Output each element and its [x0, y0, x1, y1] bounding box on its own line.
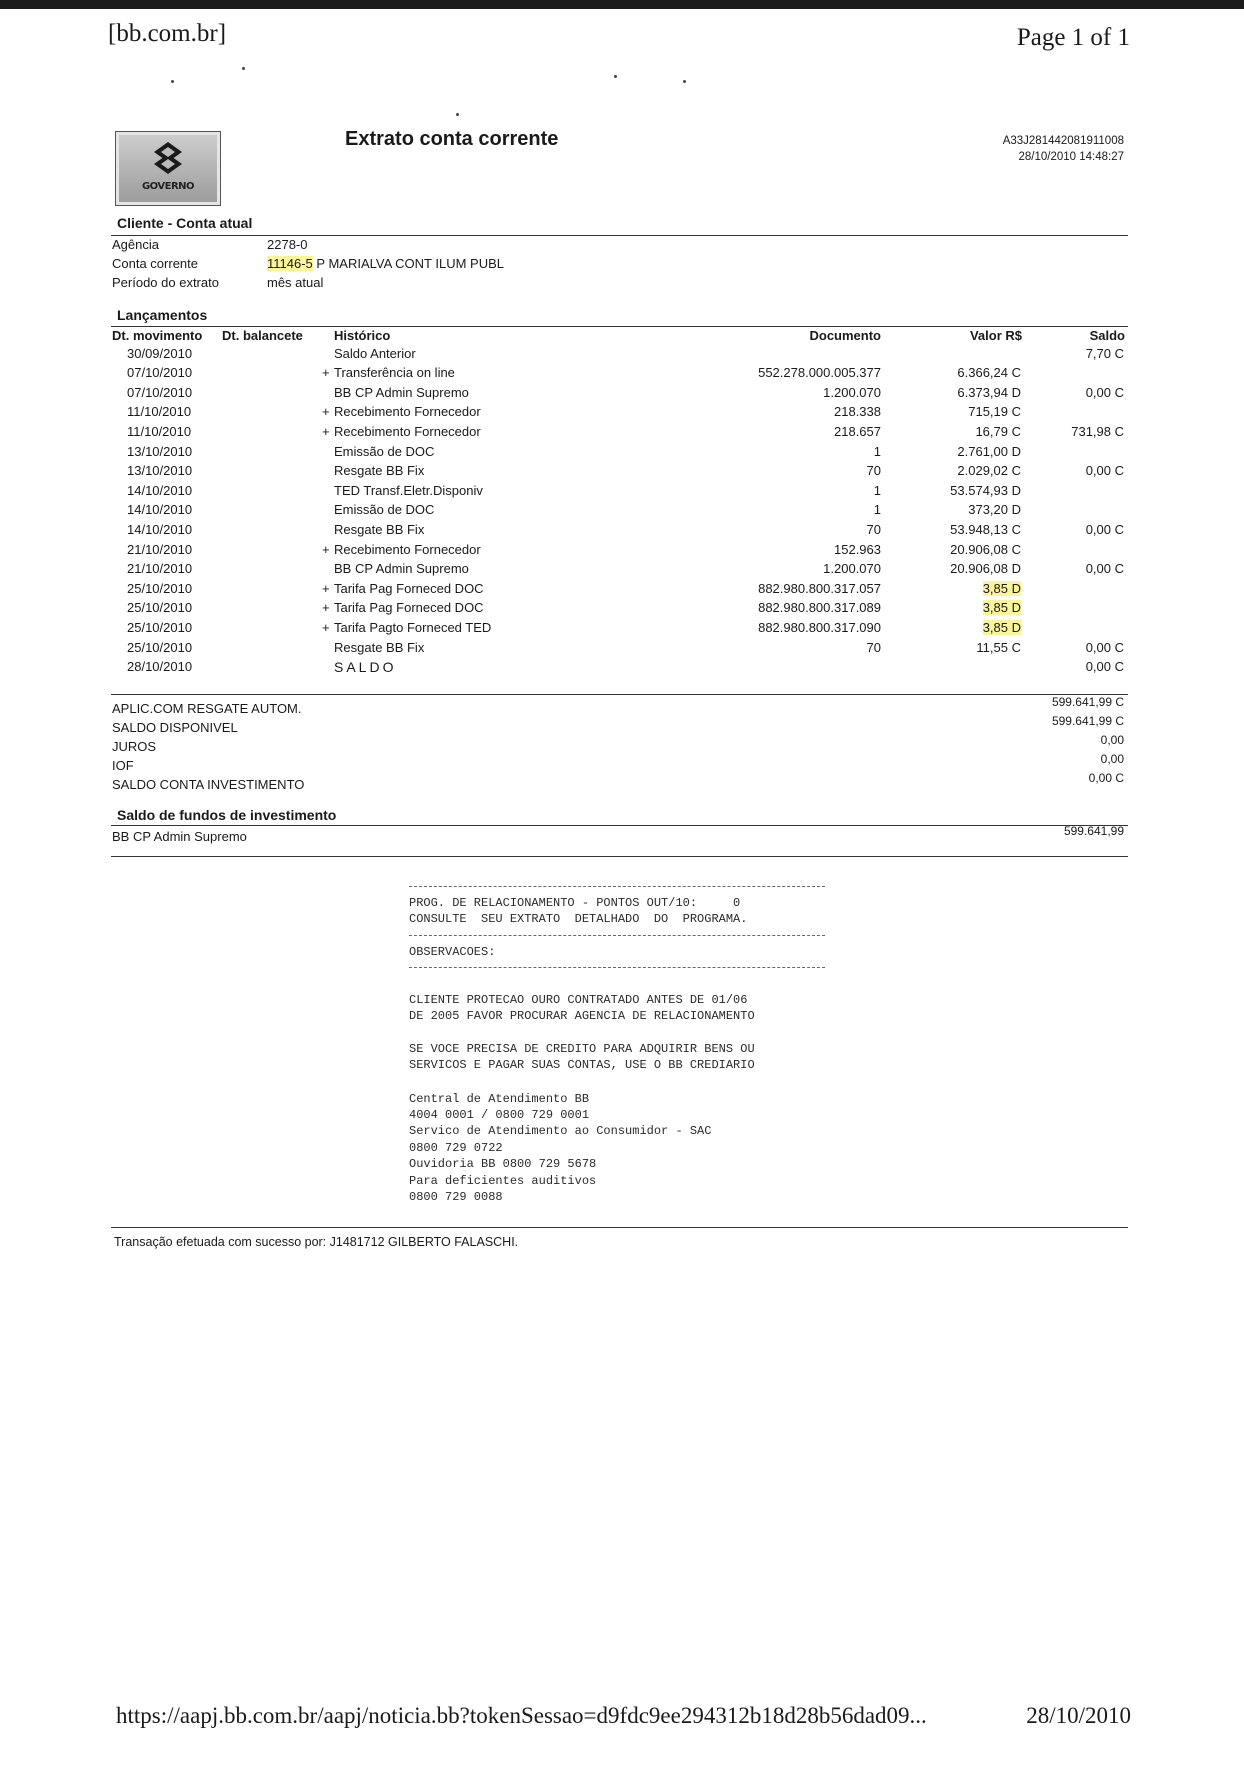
cell-valor-highlighted: 3,85 D — [982, 619, 1021, 635]
summary-label: SALDO DISPONIVEL — [112, 720, 238, 735]
divider — [111, 694, 1128, 695]
print-header-page-count: Page 1 of 1 — [1016, 24, 1130, 51]
transaction-confirmation: Transação efetuada com sucesso por: J1481712 GILBERTO FALASCHI. — [114, 1235, 519, 1249]
print-footer-date: 28/10/2010 — [1026, 1703, 1131, 1728]
cell-date: 14/10/2010 — [127, 502, 193, 518]
table-row — [0, 365, 1244, 385]
cell-historico: Tarifa Pag Forneced DOC — [334, 600, 484, 616]
col-header-documento: Documento — [809, 328, 881, 343]
cell-date: 14/10/2010 — [127, 521, 193, 537]
print-footer-url: https://aapj.bb.com.br/aapj/noticia.bb?tokenSessao=d9fdc9ee294312b18d28b56dad09... — [116, 1703, 927, 1728]
cell-date: 25/10/2010 — [127, 600, 193, 616]
contact-line: Ouvidoria BB 0800 729 5678 — [409, 1157, 597, 1171]
summary-value: 599.641,99 C — [1051, 714, 1124, 728]
cell-date: 11/10/2010 — [127, 404, 192, 420]
table-row — [0, 444, 1244, 464]
program-consult-line: CONSULTE SEU EXTRATO DETALHADO DO PROGRAMA. — [409, 912, 748, 926]
observations-heading: OBSERVACOES: — [409, 945, 496, 959]
table-row — [0, 385, 1244, 405]
table-row — [0, 404, 1244, 424]
cell-plus: + — [322, 404, 330, 420]
cell-date: 14/10/2010 — [127, 482, 193, 498]
cell-historico: Emissão de DOC — [334, 502, 435, 518]
scan-speck — [614, 75, 617, 78]
cell-date: 28/10/2010 — [127, 659, 193, 675]
cell-documento: 1 — [873, 443, 881, 459]
dashed-divider — [409, 886, 825, 887]
fund-name: BB CP Admin Supremo — [112, 829, 247, 844]
cell-valor: 16,79 C — [975, 423, 1021, 439]
divider — [111, 825, 1128, 826]
cell-date: 13/10/2010 — [127, 443, 193, 459]
credit-offer-line: SERVICOS E PAGAR SUAS CONTAS, USE O BB CREDIARIO — [409, 1058, 755, 1072]
document-title: Extrato conta corrente — [345, 128, 559, 150]
entries-heading: Lançamentos — [117, 307, 208, 323]
agency-value: 2278-0 — [267, 237, 308, 252]
cell-valor-highlighted: 3,85 D — [982, 600, 1021, 616]
cell-documento: 882.980.800.317.057 — [758, 580, 881, 596]
table-row — [0, 659, 1244, 679]
cell-documento: 70 — [866, 521, 881, 537]
document-code: A33J281442081911008 — [1002, 135, 1124, 147]
cell-documento: 1.200.070 — [823, 384, 881, 400]
table-row — [0, 483, 1244, 503]
cell-saldo: 0,00 C — [1085, 384, 1124, 400]
table-row — [0, 502, 1244, 522]
summary-label: JUROS — [112, 739, 157, 754]
summary-value: 0,00 — [1100, 752, 1124, 766]
cell-plus: + — [322, 580, 330, 596]
funds-heading: Saldo de fundos de investimento — [117, 807, 337, 823]
divider — [111, 326, 1128, 327]
summary-value: 0,00 C — [1088, 771, 1124, 785]
cell-date: 30/09/2010 — [127, 345, 193, 361]
cell-documento: 882.980.800.317.090 — [758, 619, 881, 635]
cell-valor: 20.906,08 D — [950, 561, 1021, 577]
cell-date: 13/10/2010 — [127, 463, 193, 479]
table-row — [0, 346, 1244, 366]
cell-saldo: 0,00 C — [1085, 463, 1124, 479]
cell-documento: 218.657 — [834, 423, 881, 439]
summary-label: SALDO CONTA INVESTIMENTO — [112, 777, 305, 792]
cell-plus: + — [322, 600, 330, 616]
client-heading: Cliente - Conta atual — [117, 215, 253, 231]
cell-historico: Resgate BB Fix — [334, 463, 425, 479]
cell-historico: Recebimento Fornecedor — [334, 404, 481, 420]
cell-saldo: 0,00 C — [1085, 521, 1124, 537]
scan-top-border — [0, 0, 1244, 9]
cell-saldo: 731,98 C — [1071, 423, 1124, 439]
col-header-valor: Valor R$ — [969, 328, 1022, 343]
cell-date: 25/10/2010 — [127, 580, 193, 596]
account-number: 11146-5 — [267, 256, 313, 271]
document-code-block — [1003, 133, 1124, 165]
cell-plus: + — [322, 423, 330, 439]
scan-speck — [456, 113, 459, 116]
scan-speck — [171, 80, 174, 83]
cell-documento: 70 — [866, 463, 881, 479]
cell-date: 07/10/2010 — [127, 384, 193, 400]
col-header-dt-movimento: Dt. movimento — [112, 328, 203, 343]
scan-speck — [242, 67, 245, 70]
cell-valor: 11,55 C — [976, 639, 1021, 655]
fund-value: 599.641,99 — [1063, 824, 1124, 838]
cell-date: 11/10/2010 — [127, 423, 192, 439]
summary-value: 599.641,99 C — [1051, 695, 1124, 709]
dashed-divider — [409, 967, 825, 968]
contact-line: 0800 729 0088 — [409, 1190, 503, 1204]
cell-documento: 152.963 — [834, 541, 881, 557]
cell-documento: 1.200.070 — [823, 561, 881, 577]
cell-historico: Resgate BB Fix — [334, 639, 425, 655]
scan-speck — [683, 80, 686, 83]
account-value — [267, 256, 504, 271]
cell-historico: SALDO — [334, 659, 397, 676]
divider — [111, 856, 1128, 857]
col-header-dt-balancete: Dt. balancete — [222, 328, 303, 343]
cell-date: 21/10/2010 — [127, 561, 193, 577]
table-row — [0, 542, 1244, 562]
cell-historico: Resgate BB Fix — [334, 521, 425, 537]
cell-valor: 6.373,94 D — [957, 384, 1021, 400]
table-row — [0, 640, 1244, 660]
cell-historico: Emissão de DOC — [334, 443, 435, 459]
table-row — [0, 581, 1244, 601]
cell-historico: TED Transf.Eletr.Disponiv — [334, 482, 483, 498]
cell-plus: + — [322, 619, 330, 635]
cell-valor: 6.366,24 C — [957, 365, 1021, 381]
table-row — [0, 561, 1244, 581]
cell-valor: 715,19 C — [968, 404, 1021, 420]
table-row — [0, 620, 1244, 640]
summary-value: 0,00 — [1100, 733, 1124, 747]
cell-saldo: 0,00 C — [1085, 639, 1124, 655]
bank-logo-label: GOVERNO — [141, 181, 195, 192]
account-label: Conta corrente — [112, 256, 198, 271]
table-row — [0, 522, 1244, 542]
print-header-host: [bb.com.br] — [108, 20, 227, 47]
account-holder: P MARIALVA CONT ILUM PUBL — [316, 256, 504, 271]
cell-documento: 1 — [873, 482, 881, 498]
divider — [111, 1227, 1128, 1228]
cell-valor: 53.574,93 D — [950, 482, 1021, 498]
cell-date: 21/10/2010 — [127, 541, 193, 557]
col-header-historico: Histórico — [334, 328, 391, 343]
cell-historico: BB CP Admin Supremo — [334, 384, 469, 400]
cell-valor: 2.761,00 D — [957, 443, 1021, 459]
client-protection-line: CLIENTE PROTECAO OURO CONTRATADO ANTES DE 01/06 — [409, 993, 748, 1007]
contact-line: 0800 729 0722 — [409, 1141, 503, 1155]
cell-documento: 218.338 — [834, 404, 881, 420]
cell-historico: BB CP Admin Supremo — [334, 561, 469, 577]
cell-valor: 2.029,02 C — [957, 463, 1021, 479]
cell-valor-highlighted: 3,85 D — [982, 580, 1021, 596]
cell-historico: Tarifa Pagto Forneced TED — [334, 619, 492, 635]
cell-documento: 1 — [873, 502, 881, 518]
period-value: mês atual — [267, 275, 324, 290]
period-label: Período do extrato — [112, 275, 219, 290]
program-points-line: PROG. DE RELACIONAMENTO - PONTOS OUT/10: 0 — [409, 896, 741, 910]
cell-valor: 53.948,13 C — [950, 521, 1021, 537]
table-row — [0, 424, 1244, 444]
document-datetime: 28/10/2010 14:48:27 — [1018, 151, 1124, 163]
contact-line: Para deficientes auditivos — [409, 1174, 597, 1188]
summary-label: IOF — [112, 758, 134, 773]
credit-offer-line: SE VOCE PRECISA DE CREDITO PARA ADQUIRIR BENS OU — [409, 1042, 755, 1056]
table-row — [0, 463, 1244, 483]
contact-line: 4004 0001 / 0800 729 0001 — [409, 1108, 590, 1122]
cell-date: 25/10/2010 — [127, 619, 193, 635]
cell-documento: 552.278.000.005.377 — [758, 365, 881, 381]
summary-label: APLIC.COM RESGATE AUTOM. — [112, 701, 302, 716]
cell-saldo: 0,00 C — [1085, 561, 1124, 577]
table-row — [0, 600, 1244, 620]
client-protection-line: DE 2005 FAVOR PROCURAR AGENCIA DE RELACIONAMENTO — [409, 1009, 755, 1023]
cell-date: 07/10/2010 — [127, 365, 193, 381]
cell-valor: 20.906,08 C — [950, 541, 1021, 557]
divider — [111, 235, 1128, 236]
bank-logo-icon — [146, 138, 190, 178]
cell-historico: Transferência on line — [334, 365, 455, 381]
contact-line: Central de Atendimento BB — [409, 1092, 590, 1106]
cell-historico: Tarifa Pag Forneced DOC — [334, 580, 484, 596]
cell-documento: 70 — [866, 639, 881, 655]
cell-valor: 373,20 D — [968, 502, 1021, 518]
cell-date: 25/10/2010 — [127, 639, 193, 655]
agency-label: Agência — [112, 237, 159, 252]
cell-plus: + — [322, 541, 330, 557]
cell-historico: Recebimento Fornecedor — [334, 541, 481, 557]
cell-historico: Recebimento Fornecedor — [334, 423, 481, 439]
cell-historico: Saldo Anterior — [334, 345, 416, 361]
col-header-saldo: Saldo — [1089, 328, 1125, 343]
cell-documento: 882.980.800.317.089 — [758, 600, 881, 616]
cell-plus: + — [322, 365, 330, 381]
bank-logo — [115, 131, 221, 206]
dashed-divider — [409, 935, 825, 936]
cell-saldo: 0,00 C — [1085, 659, 1124, 675]
contact-line: Servico de Atendimento ao Consumidor - SAC — [409, 1124, 712, 1138]
cell-saldo: 7,70 C — [1085, 345, 1124, 361]
